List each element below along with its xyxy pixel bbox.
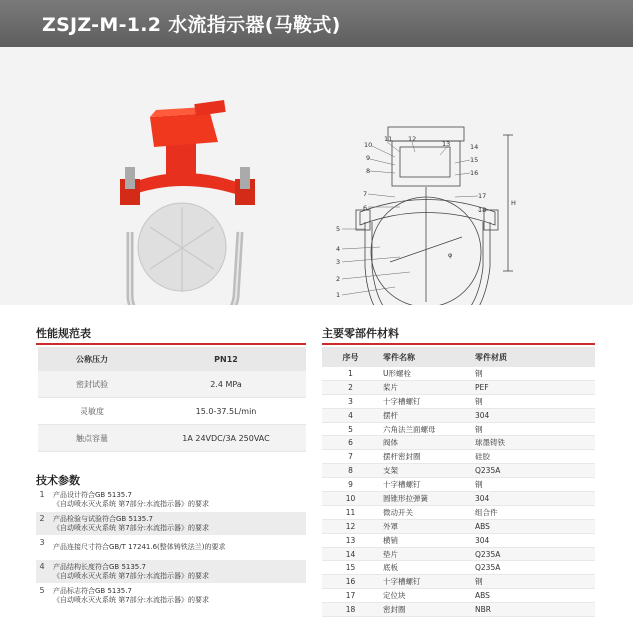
parts-material: 组合件 <box>471 505 595 519</box>
tech-item <box>36 536 306 560</box>
parts-name: 圆锥形拉弹簧 <box>379 492 471 506</box>
parts-row <box>322 589 595 603</box>
tech-item-line: 产品结构长度符合GB 5135.7 <box>53 563 146 571</box>
parts-header-row <box>322 347 595 367</box>
parts-material: Q235A <box>471 547 595 561</box>
parts-index: 1 <box>322 367 379 380</box>
parts-row <box>322 603 595 617</box>
parts-index: 14 <box>322 547 379 561</box>
callout-10: 10 <box>364 141 373 149</box>
performance-section-bar <box>36 343 306 345</box>
parts-index: 7 <box>322 450 379 464</box>
performance-row <box>38 398 306 425</box>
parts-row <box>322 436 595 450</box>
technical-drawing <box>0 47 633 305</box>
performance-row <box>38 371 306 398</box>
parts-material: Q235A <box>471 561 595 575</box>
parts-section-bar <box>322 343 595 345</box>
callout-16: 16 <box>470 169 479 177</box>
parts-index: 9 <box>322 478 379 492</box>
parts-index: 17 <box>322 589 379 603</box>
parts-row <box>322 367 595 380</box>
parts-row <box>322 464 595 478</box>
parts-material: 钢 <box>471 367 595 380</box>
parts-name: 十字槽螺钉 <box>379 575 471 589</box>
performance-value: 15.0-37.5L/min <box>146 398 306 425</box>
tech-section-title: 技术参数 <box>36 474 80 487</box>
parts-name: 密封圈 <box>379 603 471 617</box>
parts-material: 球墨铸铁 <box>471 436 595 450</box>
parts-index: 13 <box>322 533 379 547</box>
parts-row <box>322 380 595 394</box>
tech-item-line: 《自动喷水灭火系统 第7部分:水流指示器》的要求 <box>53 572 210 580</box>
tech-item-number: 1 <box>39 490 45 499</box>
parts-name: 垫片 <box>379 547 471 561</box>
parts-name: 摆杆密封圈 <box>379 450 471 464</box>
performance-value: 2.4 MPa <box>146 371 306 398</box>
parts-material: Q235A <box>471 464 595 478</box>
parts-name: 六角法兰面螺母 <box>379 422 471 436</box>
parts-material: ABS <box>471 589 595 603</box>
parts-row <box>322 575 595 589</box>
parts-name: 阀体 <box>379 436 471 450</box>
performance-table <box>38 347 306 452</box>
parts-material: 钢 <box>471 394 595 408</box>
callout-5: 5 <box>336 225 341 233</box>
parts-index: 15 <box>322 561 379 575</box>
tech-item <box>36 560 306 584</box>
parts-index: 6 <box>322 436 379 450</box>
callout-17: 17 <box>478 192 487 200</box>
parts-index: 2 <box>322 380 379 394</box>
parts-material: 304 <box>471 533 595 547</box>
parts-name: 底板 <box>379 561 471 575</box>
parts-row <box>322 505 595 519</box>
performance-header-value: PN12 <box>146 347 306 371</box>
parts-table <box>322 347 595 617</box>
tech-item-number: 5 <box>39 586 45 595</box>
performance-key: 灵敏度 <box>38 398 146 425</box>
parts-name: 摆杆 <box>379 408 471 422</box>
tech-item-number: 3 <box>39 538 45 547</box>
tech-item-line: 产品设计符合GB 5135.7 <box>53 491 132 499</box>
parts-index: 8 <box>322 464 379 478</box>
parts-index: 11 <box>322 505 379 519</box>
product-image-band <box>0 47 633 305</box>
parts-name: 定位块 <box>379 589 471 603</box>
parts-header-index: 序号 <box>322 347 379 367</box>
tech-item <box>36 584 306 608</box>
parts-row <box>322 408 595 422</box>
parts-name: 支架 <box>379 464 471 478</box>
parts-material: PEF <box>471 380 595 394</box>
page-header <box>0 0 633 47</box>
performance-header-row <box>38 347 306 371</box>
tech-item-line: 《自动喷水灭火系统 第7部分:水流指示器》的要求 <box>53 500 210 508</box>
parts-index: 12 <box>322 519 379 533</box>
callout-6: 6 <box>363 204 368 212</box>
parts-section-title: 主要零部件材料 <box>322 327 399 340</box>
parts-index: 4 <box>322 408 379 422</box>
parts-material: 304 <box>471 408 595 422</box>
parts-name: 外罩 <box>379 519 471 533</box>
parts-header-name: 零件名称 <box>379 347 471 367</box>
parts-row <box>322 478 595 492</box>
parts-material: ABS <box>471 519 595 533</box>
parts-index: 18 <box>322 603 379 617</box>
parts-material: 钢 <box>471 575 595 589</box>
parts-material: 钢 <box>471 422 595 436</box>
parts-material: 硅胶 <box>471 450 595 464</box>
parts-name: 微动开关 <box>379 505 471 519</box>
parts-material: NBR <box>471 603 595 617</box>
tech-item-line: 产品标志符合GB 5135.7 <box>53 587 132 595</box>
parts-table-body <box>322 367 595 617</box>
callout-14: 14 <box>470 143 479 151</box>
parts-material: 钢 <box>471 478 595 492</box>
parts-index: 16 <box>322 575 379 589</box>
tech-item-line: 产品检验与试验符合GB 5135.7 <box>53 515 153 523</box>
parts-row <box>322 394 595 408</box>
callout-9: 9 <box>366 154 371 162</box>
callout-13: 13 <box>442 140 451 148</box>
callout-7: 7 <box>363 190 368 198</box>
callout-2: 2 <box>336 275 341 283</box>
tech-item-line: 《自动喷水灭火系统 第7部分:水流指示器》的要求 <box>53 596 210 604</box>
callout-3: 3 <box>336 258 341 266</box>
tech-list <box>36 488 306 608</box>
parts-name: 十字槽螺钉 <box>379 394 471 408</box>
parts-name: U形螺栓 <box>379 367 471 380</box>
tech-item <box>36 488 306 512</box>
tech-item-line: 产品连接尺寸符合GB/T 17241.6(整体铸铁法兰)的要求 <box>53 543 226 551</box>
parts-material: 304 <box>471 492 595 506</box>
tech-item-number: 2 <box>39 514 45 523</box>
performance-header-key: 公称压力 <box>38 347 146 371</box>
tech-item-number: 4 <box>39 562 45 571</box>
parts-row <box>322 450 595 464</box>
tech-item-line: 《自动喷水灭火系统 第7部分:水流指示器》的要求 <box>53 524 210 532</box>
performance-section-title: 性能规范表 <box>36 327 91 340</box>
parts-row <box>322 533 595 547</box>
parts-name: 桨片 <box>379 380 471 394</box>
performance-value: 1A 24VDC/3A 250VAC <box>146 425 306 452</box>
callout-18: 18 <box>478 206 487 214</box>
callout-1: 1 <box>336 291 341 299</box>
parts-row <box>322 422 595 436</box>
parts-row <box>322 519 595 533</box>
performance-key: 密封试验 <box>38 371 146 398</box>
callout-8: 8 <box>366 167 371 175</box>
parts-name: 横销 <box>379 533 471 547</box>
tech-item <box>36 512 306 536</box>
parts-name: 十字槽螺钉 <box>379 478 471 492</box>
callout-15: 15 <box>470 156 479 164</box>
parts-header-material: 零件材质 <box>471 347 595 367</box>
parts-row <box>322 547 595 561</box>
performance-key: 触点容量 <box>38 425 146 452</box>
performance-row <box>38 425 306 452</box>
callout-12: 12 <box>408 135 417 143</box>
dim-label-h: H <box>511 199 516 207</box>
parts-index: 3 <box>322 394 379 408</box>
callout-4: 4 <box>336 245 341 253</box>
parts-row <box>322 492 595 506</box>
page-title: ZSJZ-M-1.2 水流指示器(马鞍式) <box>42 14 341 36</box>
parts-row <box>322 561 595 575</box>
callout-11: 11 <box>384 135 393 143</box>
parts-index: 10 <box>322 492 379 506</box>
dim-label-phi: φ <box>448 251 453 259</box>
parts-index: 5 <box>322 422 379 436</box>
